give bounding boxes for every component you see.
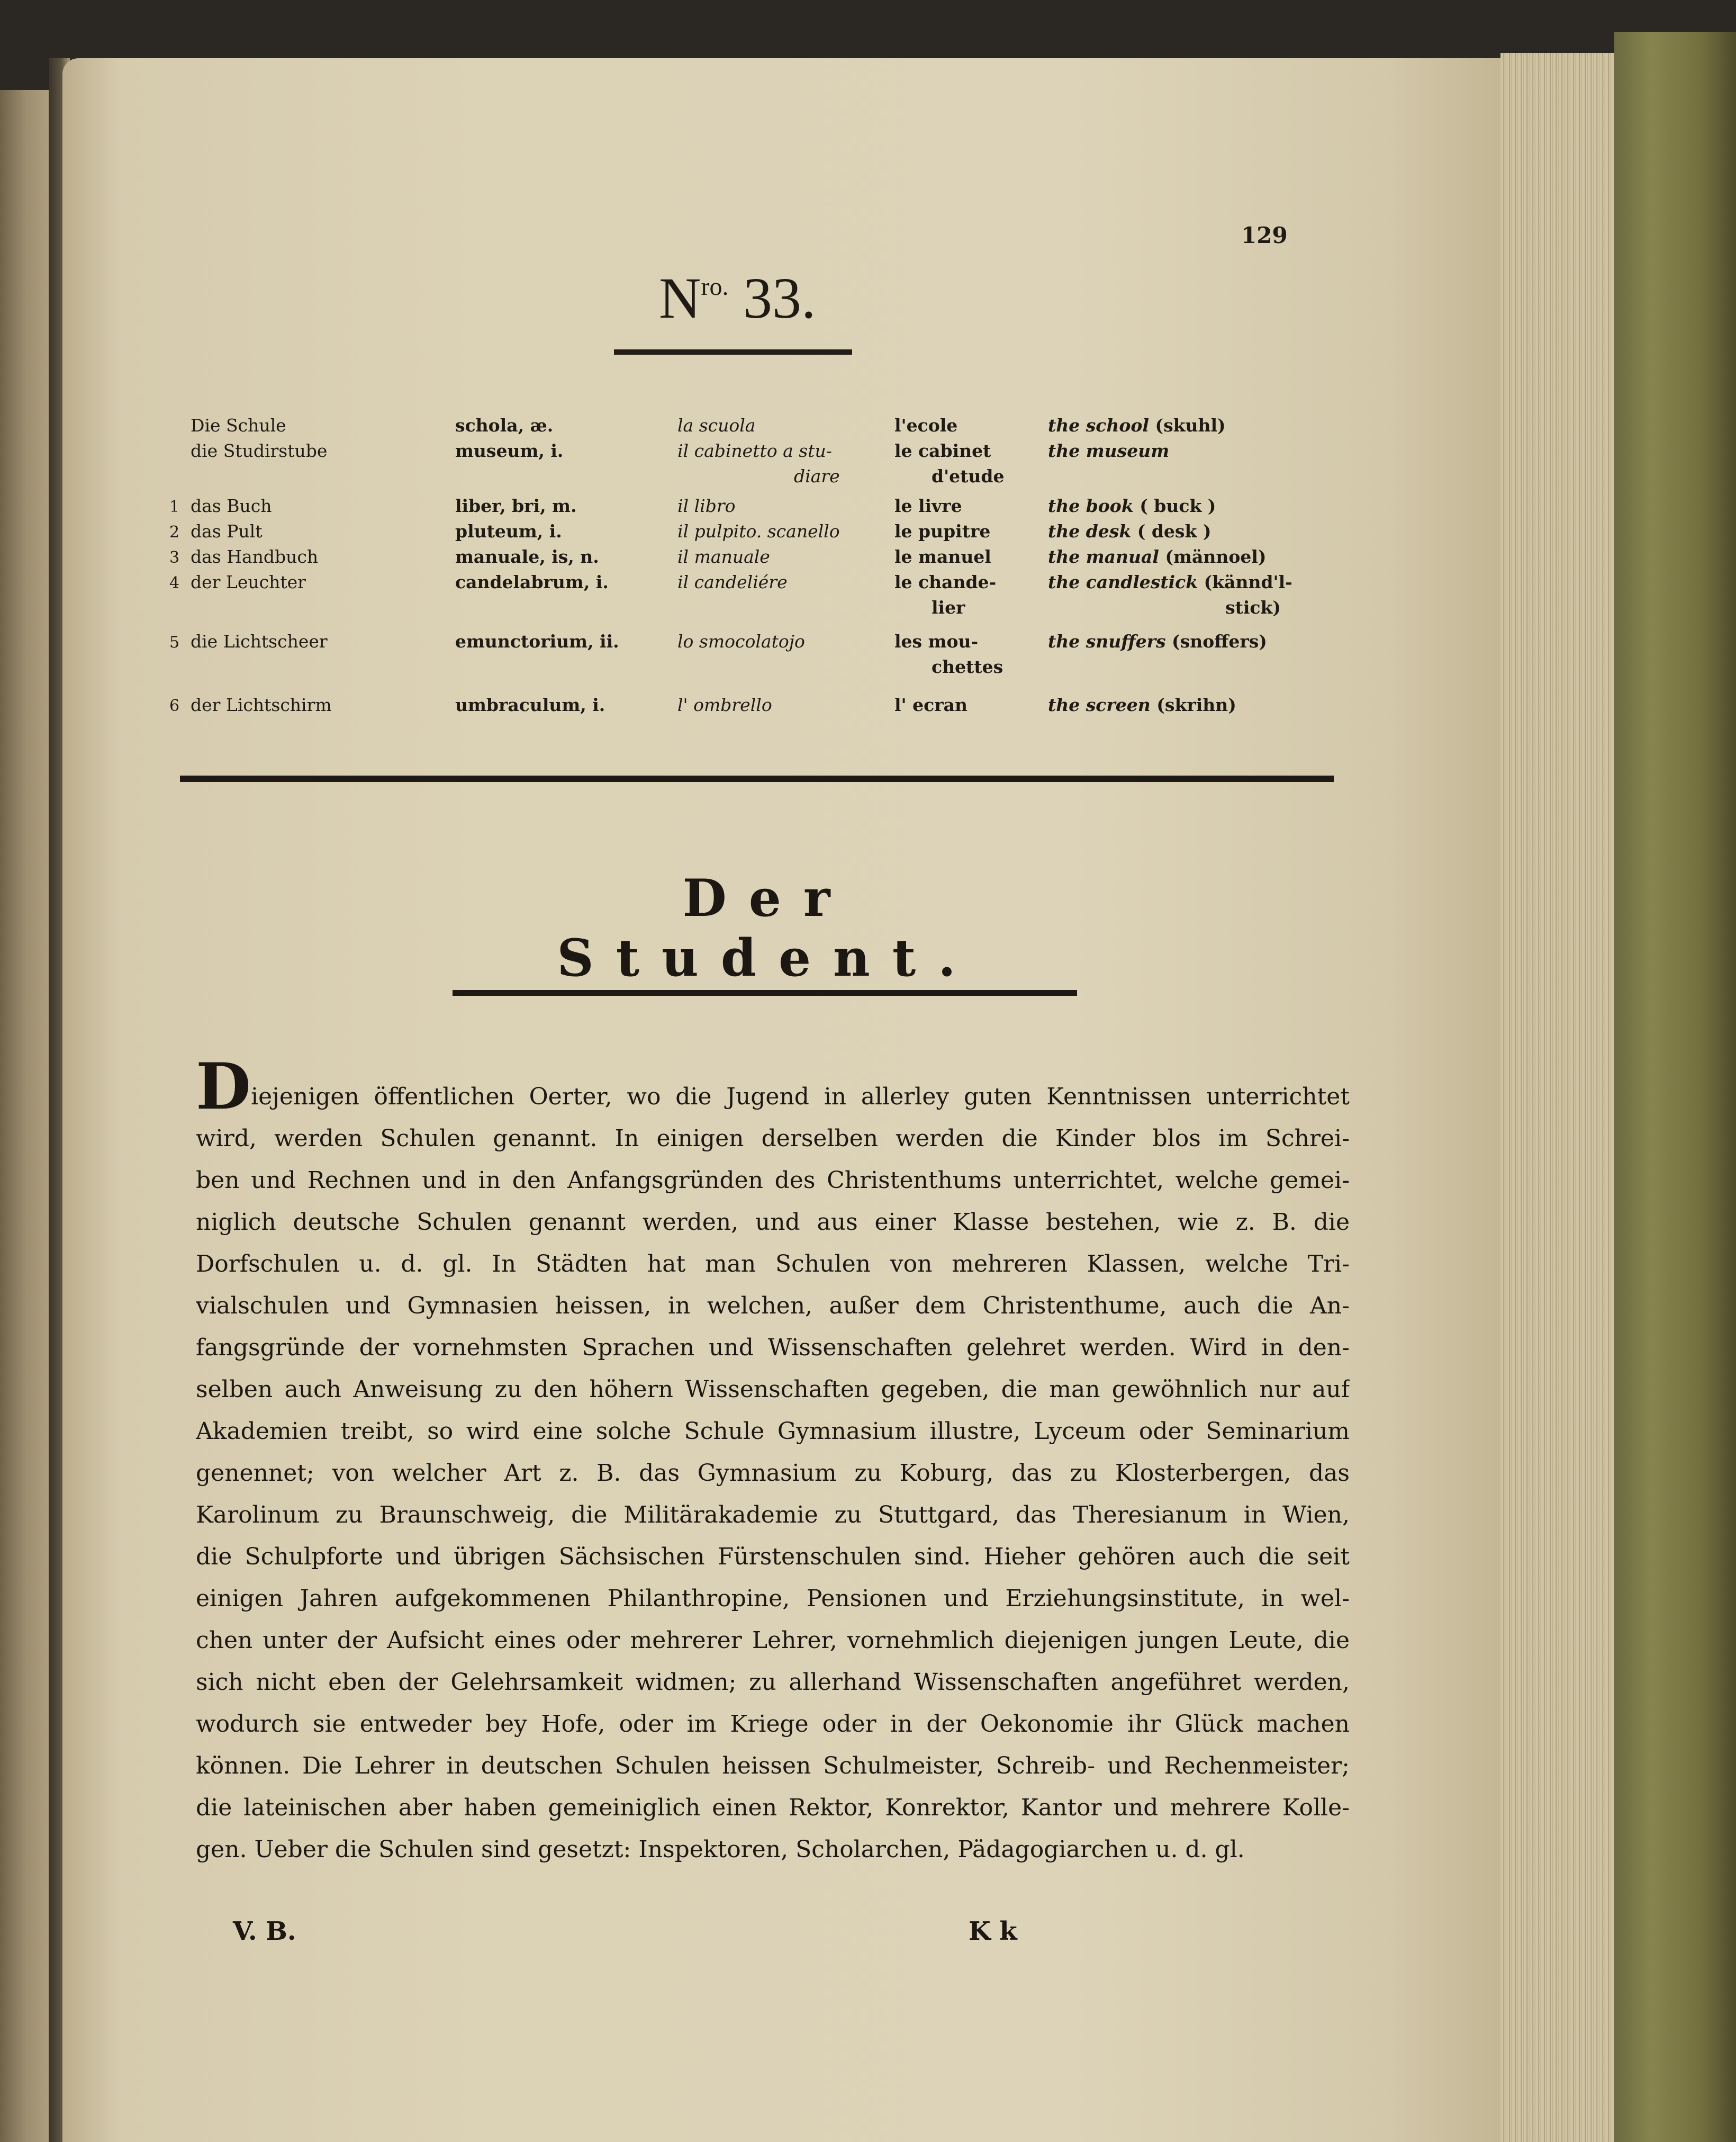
vocab-english-word: the screen <box>1048 695 1151 715</box>
vocab-italian: l' ombrello <box>677 695 772 715</box>
body-line <box>196 1410 1350 1452</box>
body-line <box>196 1745 1350 1787</box>
body-line-text: iejenigen öffentlichen Oerter, wo die Jugend in allerley guten Kenntnissen unterrichtet <box>251 1083 1350 1110</box>
catchword: K k <box>969 1916 1017 1946</box>
vocab-german-word: der Leuchter <box>191 572 306 592</box>
page-number: 129 <box>1241 222 1288 248</box>
vocab-german-word: Die Schule <box>191 415 286 436</box>
body-line <box>196 1787 1350 1829</box>
vocab-german <box>169 519 445 545</box>
body-line <box>196 1829 1350 1870</box>
vocab-french: le pupitre <box>894 521 991 542</box>
vocab-english <box>1048 493 1344 519</box>
vocab-english <box>1048 413 1344 438</box>
vocab-german <box>169 654 445 680</box>
body-line-text: fangsgründe der vornehmsten Sprachen und Wissenschaften gelehret werden. Wird in den- <box>196 1334 1350 1361</box>
body-line <box>196 1578 1350 1619</box>
book-cover-edge <box>1614 32 1736 2142</box>
vocab-italian: la scuola <box>677 415 756 436</box>
vocab-number: 4 <box>169 574 180 592</box>
vocab-latin: pluteum, i. <box>455 521 562 542</box>
vocab-latin: liber, bri, m. <box>455 496 577 516</box>
vocab-english-word: the book <box>1048 496 1134 516</box>
vocab-number: 6 <box>169 697 180 715</box>
vocab-english <box>1048 519 1344 544</box>
vocab-italian: il pulpito. scanello <box>677 521 840 542</box>
vocab-latin: museum, i. <box>455 440 564 461</box>
body-line <box>196 1536 1350 1578</box>
vocab-latin: umbraculum, i. <box>455 695 605 715</box>
vocab-pronunciation: stick) <box>1225 597 1281 618</box>
signature-mark: V. B. <box>233 1916 296 1946</box>
body-line-text: chen unter der Aufsicht eines oder mehrerer Lehrer, vornehmlich diejenigen jungen Leute, die <box>196 1627 1350 1654</box>
vocab-latin: emunctorium, ii. <box>455 631 619 652</box>
vocab-pronunciation: ( desk ) <box>1137 521 1211 542</box>
body-text <box>196 1061 1350 1870</box>
body-line <box>196 1452 1350 1494</box>
vocab-french: le chande- <box>894 572 997 592</box>
body-line-text: Dorfschulen u. d. gl. In Städten hat man Schulen von mehreren Klassen, welche Tri- <box>196 1250 1350 1277</box>
vocab-french: chettes <box>932 656 1003 677</box>
vocab-number: 2 <box>169 523 180 542</box>
vocab-english <box>1048 595 1281 620</box>
vocab-english <box>1048 629 1344 654</box>
vocab-german <box>169 464 445 489</box>
body-line <box>196 1327 1350 1369</box>
body-line <box>196 1619 1350 1661</box>
vocab-german-word: der Lichtschirm <box>191 695 332 715</box>
vocab-number: 5 <box>169 633 180 652</box>
vocab-german <box>169 493 445 520</box>
vocab-number: 3 <box>169 548 180 567</box>
vocab-english-word: the snuffers <box>1048 631 1166 652</box>
body-line-text: Akademien treibt, so wird eine solche Schule Gymnasium illustre, Lyceum oder Seminarium <box>196 1418 1350 1445</box>
section-rule <box>614 349 852 355</box>
vocab-french: l' ecran <box>894 695 968 715</box>
body-line <box>196 1118 1350 1159</box>
body-line-text: die lateinischen aber haben gemeiniglich einen Rektor, Konrektor, Kantor und mehrere Kolle- <box>196 1794 1350 1821</box>
body-line <box>196 1661 1350 1703</box>
vocab-german-word: das Buch <box>191 496 272 516</box>
body-line <box>196 1243 1350 1285</box>
body-line-text: ben und Rechnen und in den Anfangsgründen des Christenthums unterrichtet, welche gemei- <box>196 1167 1350 1194</box>
body-line-text: sich nicht eben der Gelehrsamkeit widmen; zu allerhand Wissenschaften angeführet werden, <box>196 1669 1350 1696</box>
body-line <box>196 1285 1350 1327</box>
vocab-italian: il libro <box>677 496 736 516</box>
vocab-german-word: das Pult <box>191 521 263 542</box>
vocab-french: le livre <box>894 496 962 516</box>
vocab-german-word: das Handbuch <box>191 546 319 567</box>
vocab-german <box>169 595 445 620</box>
vocab-german <box>169 413 445 438</box>
vocab-english-word: the candlestick <box>1048 572 1198 592</box>
vocab-english-word: the desk <box>1048 521 1132 542</box>
body-line <box>196 1159 1350 1201</box>
body-line <box>196 1703 1350 1745</box>
vocab-latin: schola, æ. <box>455 415 554 436</box>
vocab-french: les mou- <box>894 631 979 652</box>
vocab-german <box>169 438 445 464</box>
vocab-pronunciation: (kännd'l- <box>1204 572 1292 592</box>
vocab-german <box>169 692 445 719</box>
vocab-latin: candelabrum, i. <box>455 572 609 592</box>
section-sup: ro. <box>701 273 729 301</box>
vocab-italian: lo smocolatojo <box>677 631 805 652</box>
vocab-french: le manuel <box>894 546 991 567</box>
vocab-number: 1 <box>169 498 180 516</box>
vocab-italian: il cabinetto a stu- <box>677 440 832 461</box>
vocab-english <box>1048 438 1344 464</box>
body-line-text: niglich deutsche Schulen genannt werden, und aus einer Klasse bestehen, wie z. B. die <box>196 1209 1350 1236</box>
vocab-pronunciation: ( buck ) <box>1140 496 1216 516</box>
vocab-english <box>1048 570 1344 595</box>
vocab-french: le cabinet <box>894 440 991 461</box>
section-number <box>659 265 816 332</box>
vocab-pronunciation: (skrihn) <box>1156 695 1236 715</box>
body-line <box>196 1201 1350 1243</box>
vocab-german-word: die Studirstube <box>191 440 328 461</box>
vocab-german <box>169 544 445 571</box>
vocab-italian: il candeliére <box>677 572 788 592</box>
vocab-german-word: die Lichtscheer <box>191 631 328 652</box>
vocab-french: l'ecole <box>894 415 958 436</box>
vocab-english-word: the museum <box>1048 440 1170 461</box>
body-line-text: genennet; von welcher Art z. B. das Gymnasium zu Koburg, das zu Klosterbergen, das <box>196 1460 1350 1487</box>
body-line-text: einigen Jahren aufgekommenen Philanthropine, Pensionen und Erziehungsinstitute, in wel- <box>196 1585 1350 1612</box>
body-line-text: vialschulen und Gymnasien heissen, in welchen, außer dem Christenthume, auch die An- <box>196 1292 1350 1319</box>
table-rule <box>180 776 1334 782</box>
chapter-title: Der Student. <box>557 868 978 988</box>
body-line-text: Karolinum zu Braunschweig, die Militärakademie zu Stuttgard, das Theresianum in Wien, <box>196 1501 1350 1528</box>
title-rule <box>453 990 1077 996</box>
vocab-english-word: the manual <box>1048 546 1159 567</box>
body-line-text: wodurch sie entweder bey Hofe, oder im Kriege oder in der Oekonomie ihr Glück machen <box>196 1711 1350 1738</box>
body-line <box>196 1061 1350 1118</box>
vocab-german <box>169 570 445 596</box>
vocab-italian: il manuale <box>677 546 770 567</box>
vocab-pronunciation: (männoel) <box>1165 546 1267 567</box>
body-line-text: gen. Ueber die Schulen sind gesetzt: Inspektoren, Scholarchen, Pädagogiarchen u. d. gl. <box>196 1836 1245 1863</box>
vocab-pronunciation: (snoffers) <box>1172 631 1267 652</box>
body-line-text: die Schulpforte und übrigen Sächsischen Fürstenschulen sind. Hieher gehören auch die seit <box>196 1543 1350 1570</box>
vocab-french: d'etude <box>932 466 1005 487</box>
body-line <box>196 1494 1350 1536</box>
drop-cap: D <box>196 1061 251 1118</box>
body-line <box>196 1369 1350 1410</box>
vocab-italian: diare <box>794 466 840 487</box>
page-edges <box>1500 53 1617 2142</box>
body-line-text: selben auch Anweisung zu den höhern Wissenschaften gegeben, die man gewöhnlich nur auf <box>196 1376 1350 1403</box>
vocab-pronunciation: (skuhl) <box>1155 415 1226 436</box>
vocab-english <box>1048 544 1344 570</box>
vocab-german <box>169 629 445 655</box>
vocab-english-word: the school <box>1048 415 1149 436</box>
vocab-english <box>1048 692 1344 718</box>
vocab-latin: manuale, is, n. <box>455 546 599 567</box>
body-line-text: können. Die Lehrer in deutschen Schulen heissen Schulmeister, Schreib- und Rechenmeister; <box>196 1752 1350 1779</box>
body-line-text: wird, werden Schulen genannt. In einigen derselben werden die Kinder blos im Schrei- <box>196 1125 1350 1152</box>
section-num: 33. <box>743 266 816 330</box>
vocab-french: lier <box>932 597 965 618</box>
section-prefix: N <box>659 266 701 330</box>
